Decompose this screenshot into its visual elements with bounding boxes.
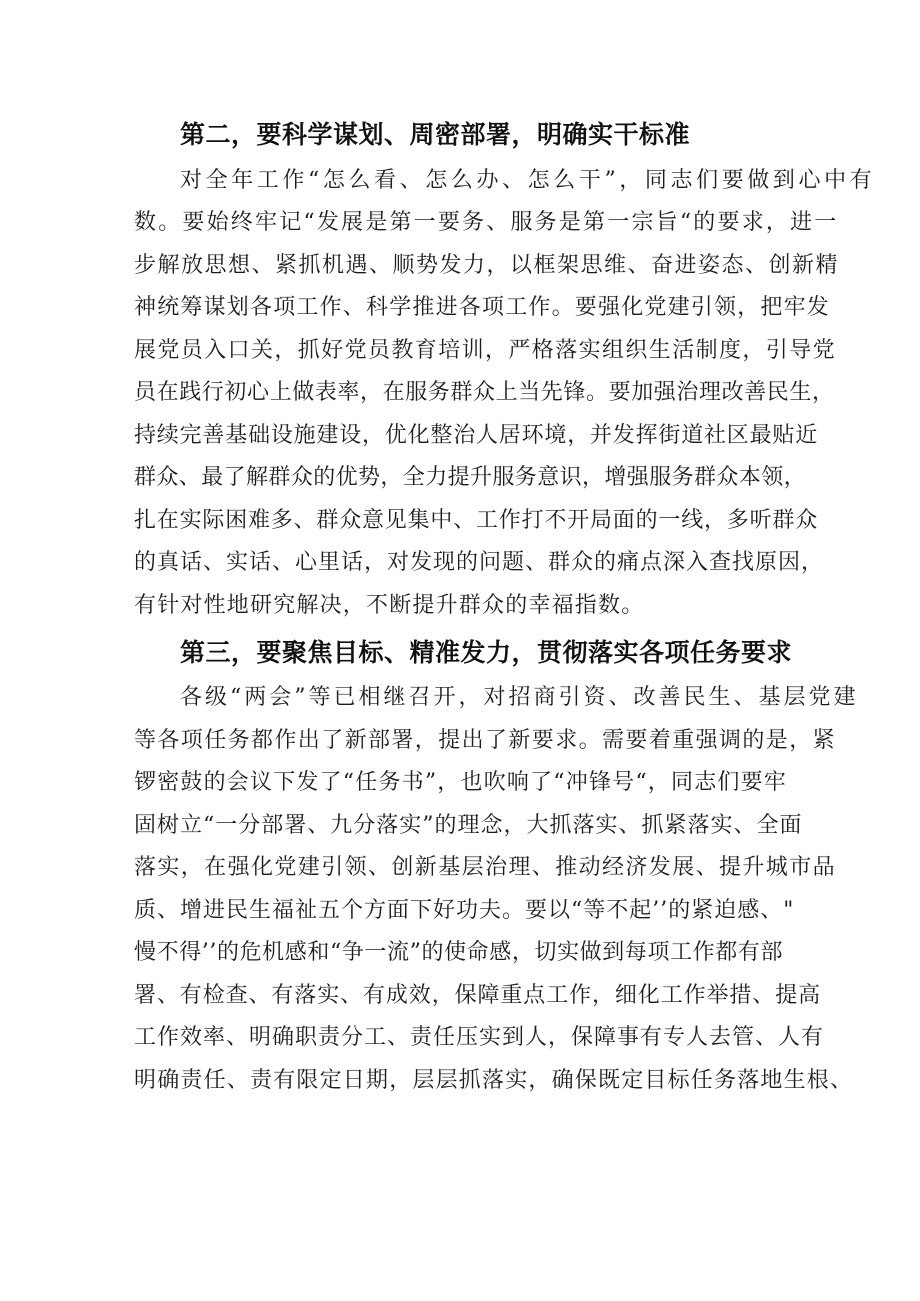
paragraph-line: 固树立“一分部署、九分落实”的理念，大抓落实、抓紧落实、全面	[134, 813, 803, 838]
paragraph-line: 慢不得’’的危机感和“争一流”的使命感，切实做到每项工作都有部	[134, 940, 784, 965]
paragraph-line: 各级“两会”等已相继召开，对招商引资、改善民生、基层党建	[180, 685, 859, 710]
paragraph-line: 有针对性地研究解决，不断提升群众的幸福指数。	[134, 593, 645, 618]
paragraph-line: 署、有检查、有落实、有成效，保障重点工作，细化工作举措、提高	[134, 983, 822, 1008]
paragraph-line: 数。要始终牢记“发展是第一要务、服务是第一宗旨“的要求，进一	[134, 210, 839, 235]
section-heading-third: 第三，要聚焦目标、精准发力，贯彻落实各项任务要求	[180, 638, 793, 667]
paragraph-line: 明确责任、责有限定日期，层层抓落实，确保既定目标任务落地生根、	[134, 1068, 854, 1093]
paragraph-line: 对全年工作“怎么看、怎么办、怎么干”，同志们要做到心中有	[180, 168, 876, 193]
paragraph-line: 等各项任务都作出了新部署，提出了新要求。需要着重强调的是，紧	[134, 728, 837, 753]
paragraph-line: 群众、最了解群众的优势，全力提升服务意识，增强服务群众本领，	[134, 465, 807, 490]
paragraph-line: 质、增进民生福祉五个方面下好功夫。要以“等不起’’的紧迫感、"	[134, 898, 795, 923]
section-heading-second: 第二，要科学谋划、周密部署，明确实干标准	[180, 120, 691, 149]
paragraph-line: 步解放思想、紧抓机遇、顺势发力，以框架思维、奋进姿态、创新精	[134, 253, 840, 278]
paragraph-line: 持续完善基础设施建设，优化整治人居环境，并发挥街道社区最贴近	[134, 423, 819, 448]
paragraph-line: 展党员入口关，抓好党员教育培训，严格落实组织生活制度，引导党	[134, 338, 837, 363]
paragraph-line: 锣密鼓的会议下发了“任务书”，也吹响了“冲锋号“，同志们要牢	[134, 770, 787, 795]
paragraph-line: 工作效率、明确职责分工、责任压实到人，保障事有专人去管、人有	[134, 1025, 825, 1050]
paragraph-line: 的真话、实话、心里话，对发现的问题、群众的痛点深入查找原因，	[134, 550, 825, 575]
paragraph-line: 落实，在强化党建引领、创新基层治理、推动经济发展、提升城市品	[134, 855, 837, 880]
paragraph-line: 扎在实际困难多、群众意见集中、工作打不开局面的一线，多听群众	[134, 508, 819, 533]
paragraph-line: 员在践行初心上做表率，在服务群众上当先锋。要加强治理改善民生，	[134, 380, 835, 405]
paragraph-line: 神统筹谋划各项工作、科学推进各项工作。要强化党建引领，把牢发	[134, 295, 831, 320]
